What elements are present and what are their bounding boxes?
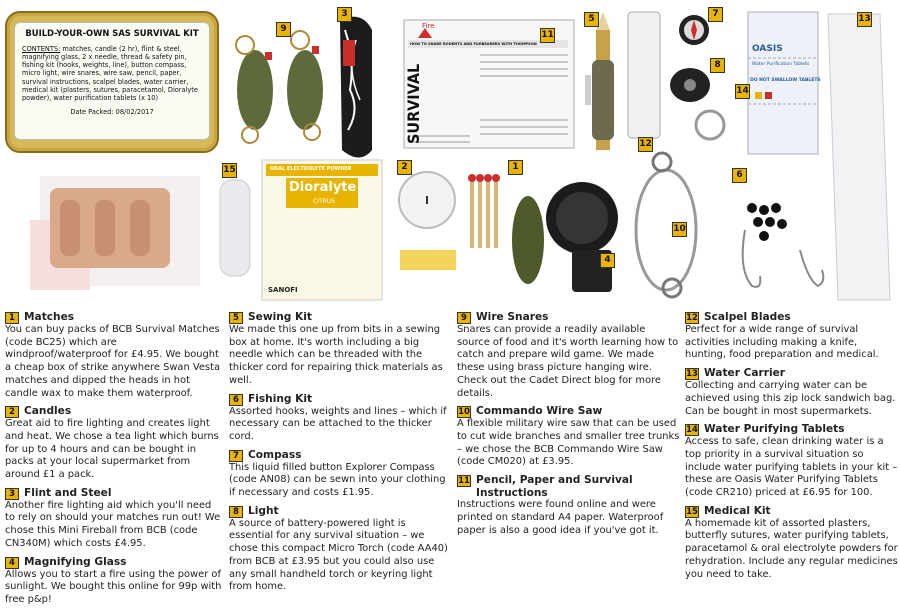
entry-wire-saw (457, 405, 681, 469)
entry-title: Magnifying Glass (24, 555, 127, 568)
entry-body: Snares can provide a readily available source of food and it's worth learning how to catch and prepare wild game. We made these using brass picture hanging wire. Check out the Cadet Direct blog for more details. (457, 324, 679, 399)
entry-title: Candles (24, 405, 72, 418)
butterfly-sutures-icon (220, 180, 250, 276)
entry-water-carrier (685, 367, 898, 418)
medical-kit-icon (30, 176, 200, 290)
photo-badge-13: 13 (857, 12, 872, 27)
entry-number: 7 (229, 450, 243, 462)
entry-body: Access to safe, clean drinking water is a top priority in a survival situation so include water purifying tablets in your kit – these are Oasis Water Purifying Tablets (code CR210) priced at £6.95 for 100. (685, 436, 898, 499)
entry-title: Pencil, Paper and Survival Instructions (476, 474, 633, 499)
entry-wire-snares (457, 311, 681, 400)
entry-fishing-kit (229, 393, 451, 444)
tin-title: BUILD-YOUR-OWN SAS SURVIVAL KIT (25, 28, 199, 38)
water-carrier-icon (828, 14, 890, 300)
scalpel-blades-icon (628, 12, 660, 138)
entry-body: Perfect for a wide range of survival activities including making a knife, hunting, food preparation and medical. (685, 324, 879, 361)
entry-title: Water Purifying Tablets (704, 423, 845, 436)
entry-number: 2 (5, 406, 19, 418)
column-2 (229, 311, 451, 599)
photo-badge-7: 7 (708, 7, 723, 22)
entry-body: Great aid to fire lighting and creates light and heat. We chose a tea light which burns for up to 4 hours and can be bought in packs at your local supermarket from around £1 a pack. (5, 418, 219, 481)
entry-body: A source of battery-powered light is essential for any survival situation – we chose this compact Micro Torch (code AA40) from BCB at £3.95 but you could also use any small handheld torch or keyring light from home. (229, 517, 448, 593)
entry-title: Flint and Steel (24, 486, 112, 499)
tin-label (14, 22, 210, 140)
entry-number: 8 (229, 506, 243, 518)
dioralyte-brand: Dioralyte (289, 180, 357, 195)
entry-body: Assorted hooks, weights and lines – which if necessary can be attached to the thicker cord. (229, 405, 447, 442)
photo-badge-1: 1 (508, 160, 523, 175)
entry-body: Instructions were found online and were printed on standard A4 paper. Waterproof paper is also a good idea if you've got it. (457, 499, 664, 536)
paper-snares-heading: HOW TO SNARE RODENTS AND FURBEARERS WITH THOMPSON (410, 42, 537, 46)
entry-matches (5, 311, 223, 400)
photo-badge-12: 12 (638, 137, 653, 152)
water-tablets-icon (748, 12, 818, 154)
entry-body: A homemade kit of assorted plasters, butterfly sutures, water purifying tablets, paracetamol & oral electrolyte powders for rehydration. Include any regular medicines you need to take. (685, 517, 898, 580)
paper-fire-heading: Fire (422, 22, 435, 30)
entry-pencil-paper (457, 474, 681, 538)
photo-badge-11: 11 (540, 28, 555, 43)
oasis-warning: DO NOT SWALLOW TABLETS (750, 78, 821, 83)
photo-badge-9: 9 (276, 22, 291, 37)
compass-icon (679, 15, 709, 45)
tin-contents-label: CONTENTS: (22, 44, 61, 53)
tin-contents (22, 45, 202, 103)
entry-body: Another fire lighting aid which you'll need to rely on should your matches run out! We chose this Mini Fireball from BCB (code CN340M) which costs £4.95. (5, 499, 221, 549)
cord-icon (512, 196, 544, 284)
entry-number: 1 (5, 312, 19, 324)
dioralyte-header: ORAL ELECTROLYTE POWDER (270, 166, 352, 172)
entry-title: Matches (24, 311, 75, 323)
flint-steel-icon (340, 17, 372, 158)
entry-number: 13 (686, 369, 698, 380)
entry-number: 3 (5, 488, 19, 500)
entry-body: We made this one up from bits in a sewing box at home. It's worth including a big needle which can be threaded with the thicker cord for repairing thick materials as well. (229, 324, 443, 386)
oasis-subtitle: Water Purification Tablets (752, 62, 810, 67)
entry-light (229, 505, 451, 594)
entry-number: 12 (686, 313, 698, 323)
photo-badge-3: 3 (337, 7, 352, 22)
entry-body: A flexible military wire saw that can be used to cut wide branches and smaller tree trunks – we chose the BCB Commando Wire Saw (code CM020) at £3.95. (457, 418, 680, 468)
entry-number: 14 (686, 425, 698, 436)
entry-body: This liquid filled button Explorer Compass (code AN08) can be sewn into your clothing if necessary and costs £1.95. (229, 461, 446, 499)
entry-water-tablets (685, 423, 898, 500)
entry-body: Allows you to start a fire using the power of sunlight. We bought this online for 99p with free p&p! (5, 568, 222, 605)
photo-badge-15: 15 (222, 163, 237, 178)
entry-title: Commando Wire Saw (476, 405, 603, 418)
entry-number: 5 (229, 312, 243, 324)
sanofi-logo: SANOFI (268, 286, 298, 294)
entry-scalpel-blades (685, 311, 898, 362)
entry-body: Collecting and carrying water can be achieved using this zip lock sandwich bag. Can be bought in most supermarkets. (685, 380, 896, 417)
entry-number: 6 (229, 394, 243, 406)
entry-title: Medical Kit (704, 504, 771, 517)
entry-number: 11 (458, 476, 470, 487)
photo-badge-8: 8 (710, 58, 725, 73)
paper-survival-word: SURVIVAL (404, 63, 423, 144)
dioralyte-flavour: CITRUS (313, 198, 335, 205)
entry-medical-kit (685, 505, 898, 582)
entry-title: Compass (248, 448, 302, 461)
entry-title: Water Carrier (704, 367, 786, 380)
entry-title: Light (248, 504, 279, 517)
oasis-brand: OASIS (752, 44, 783, 54)
photo-badge-6: 6 (732, 168, 747, 183)
entry-sewing-kit (229, 311, 451, 388)
entry-number: 15 (686, 506, 698, 517)
entry-body: You can buy packs of BCB Survival Matches (code BC25) which are windproof/waterproof for £4.95. We bought a cheap box of strike anywhere Swan Vesta matches and dipped the heads in hot candle wax to make them waterproof. (5, 324, 221, 399)
entry-title: Scalpel Blades (704, 311, 791, 323)
entry-flint-steel (5, 487, 223, 551)
tin-contents-text: matches, candle (2 hr), flint & steel, magnifying glass, 2 x needle, thread & safety pin, fishing kit (hooks, weights, line), button compass, micro light, wire snares, wire saw, pencil, paper, survival instructions, scalpel blades, water carrier, medical kit (plasters, sutures, paracetamol, Dioralyte powder), water purification tablets (x 10) (22, 44, 198, 103)
photo-badge-5: 5 (584, 12, 599, 27)
entry-compass (229, 449, 451, 500)
entry-number: 4 (5, 557, 19, 569)
kit-photo (0, 0, 900, 305)
column-3 (457, 311, 681, 543)
entry-magnifying-glass (5, 556, 223, 607)
entry-title: Sewing Kit (248, 311, 312, 323)
tin-date-packed: Date Packed: 08/02/2017 (70, 107, 154, 116)
entry-candles (5, 405, 223, 482)
entry-title: Wire Snares (476, 311, 549, 323)
entry-title: Fishing Kit (248, 392, 313, 405)
photo-badge-10: 10 (672, 222, 687, 237)
column-4 (685, 311, 898, 586)
photo-badge-2: 2 (397, 160, 412, 175)
column-1 (5, 311, 223, 612)
entry-number: 10 (458, 407, 470, 418)
entry-number: 9 (457, 312, 471, 324)
photo-badge-14: 14 (735, 84, 750, 99)
photo-badge-4: 4 (600, 253, 615, 268)
